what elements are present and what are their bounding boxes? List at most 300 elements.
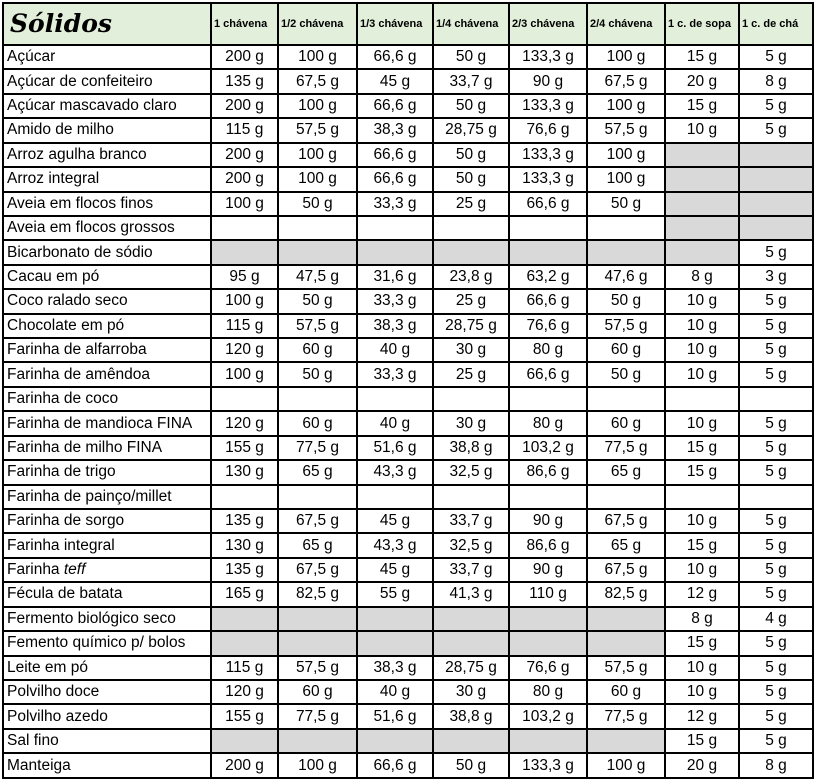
measure-cell: 33,3 g	[357, 362, 433, 386]
measure-cell: 50 g	[587, 192, 665, 216]
column-header: 2/4 chávena	[587, 3, 665, 45]
measure-cell: 67,5 g	[278, 69, 357, 93]
ingredient-name	[3, 289, 211, 313]
measure-cell: 90 g	[509, 558, 587, 582]
measure-cell	[739, 485, 813, 509]
measure-cell	[587, 485, 665, 509]
measure-cell: 50 g	[587, 289, 665, 313]
measure-cell: 50 g	[587, 362, 665, 386]
table-row	[3, 192, 813, 216]
measure-cell: 12 g	[665, 582, 739, 606]
not-applicable-cell	[739, 167, 813, 191]
not-applicable-cell	[357, 240, 433, 264]
measure-cell	[357, 216, 433, 240]
measure-cell: 130 g	[211, 460, 278, 484]
measure-cell: 65 g	[278, 533, 357, 557]
ingredient-name	[3, 240, 211, 264]
measure-cell: 25 g	[433, 192, 509, 216]
measure-cell: 67,5 g	[587, 69, 665, 93]
measure-cell: 66,6 g	[357, 753, 433, 778]
ingredient-label: Leite em pó	[7, 658, 88, 676]
table-row	[3, 753, 813, 778]
measure-cell: 33,7 g	[433, 69, 509, 93]
measure-cell: 8 g	[665, 607, 739, 631]
measure-cell: 76,6 g	[509, 118, 587, 142]
not-applicable-cell	[665, 192, 739, 216]
measure-cell: 31,6 g	[357, 265, 433, 289]
measure-cell	[211, 216, 278, 240]
measure-cell: 66,6 g	[509, 289, 587, 313]
measure-cell: 50 g	[433, 143, 509, 167]
ingredient-label: Farinha	[7, 561, 64, 579]
column-header: 2/3 chávena	[509, 3, 587, 45]
measure-cell: 25 g	[433, 362, 509, 386]
measure-cell: 33,3 g	[357, 289, 433, 313]
measure-cell: 60 g	[278, 411, 357, 435]
measure-cell: 135 g	[211, 69, 278, 93]
not-applicable-cell	[211, 729, 278, 753]
ingredient-label: Farinha de milho FINA	[7, 438, 163, 456]
ingredient-label: Amido de milho	[7, 121, 114, 139]
ingredient-name	[3, 582, 211, 606]
measure-cell: 57,5 g	[278, 656, 357, 680]
ingredient-name	[3, 118, 211, 142]
measure-cell: 100 g	[587, 45, 665, 69]
ingredient-name	[3, 704, 211, 728]
measure-cell: 5 g	[739, 94, 813, 118]
measure-cell: 40 g	[357, 338, 433, 362]
table-row	[3, 265, 813, 289]
measure-cell: 47,6 g	[587, 265, 665, 289]
ingredient-name	[3, 607, 211, 631]
measure-cell: 5 g	[739, 118, 813, 142]
measure-cell: 10 g	[665, 509, 739, 533]
measure-cell: 5 g	[739, 289, 813, 313]
ingredient-name	[3, 362, 211, 386]
ingredient-name	[3, 338, 211, 362]
ingredient-name	[3, 314, 211, 338]
measure-cell: 200 g	[211, 45, 278, 69]
measure-cell: 100 g	[211, 289, 278, 313]
measure-cell: 33,3 g	[357, 192, 433, 216]
measure-cell: 50 g	[278, 362, 357, 386]
ingredient-name	[3, 485, 211, 509]
measure-cell: 115 g	[211, 656, 278, 680]
column-header: 1 c. de chá	[739, 3, 813, 45]
measure-cell: 100 g	[278, 753, 357, 778]
measure-cell	[665, 387, 739, 411]
measure-cell: 100 g	[278, 45, 357, 69]
measure-cell	[278, 485, 357, 509]
not-applicable-cell	[278, 631, 357, 655]
measure-cell: 8 g	[665, 265, 739, 289]
measure-cell: 45 g	[357, 558, 433, 582]
measure-cell: 5 g	[739, 436, 813, 460]
measure-cell: 103,2 g	[509, 436, 587, 460]
measure-cell: 45 g	[357, 509, 433, 533]
measure-cell: 15 g	[665, 533, 739, 557]
conversion-table	[2, 2, 814, 779]
measure-cell: 100 g	[278, 167, 357, 191]
table-title: Sólidos	[3, 3, 211, 45]
ingredient-name	[3, 680, 211, 704]
not-applicable-cell	[665, 167, 739, 191]
measure-cell: 57,5 g	[587, 118, 665, 142]
table-row	[3, 631, 813, 655]
measure-cell: 10 g	[665, 118, 739, 142]
measure-cell: 28,75 g	[433, 656, 509, 680]
not-applicable-cell	[587, 729, 665, 753]
ingredient-label: Aveia em flocos grossos	[7, 219, 175, 237]
measure-cell: 15 g	[665, 631, 739, 655]
ingredient-label: Bicarbonato de sódio	[7, 243, 153, 261]
not-applicable-cell	[509, 607, 587, 631]
measure-cell: 80 g	[509, 338, 587, 362]
measure-cell	[587, 216, 665, 240]
measure-cell: 40 g	[357, 680, 433, 704]
ingredient-label: Farinha de alfarroba	[7, 341, 147, 359]
measure-cell: 5 g	[739, 338, 813, 362]
ingredient-name	[3, 216, 211, 240]
measure-cell: 63,2 g	[509, 265, 587, 289]
ingredient-label: Manteiga	[7, 756, 71, 774]
measure-cell: 5 g	[739, 631, 813, 655]
measure-cell: 40 g	[357, 411, 433, 435]
measure-cell	[509, 387, 587, 411]
not-applicable-cell	[278, 240, 357, 264]
measure-cell: 3 g	[739, 265, 813, 289]
ingredient-label: Aveia em flocos finos	[7, 194, 154, 212]
not-applicable-cell	[739, 143, 813, 167]
ingredient-label: Farinha de sorgo	[7, 512, 125, 530]
measure-cell: 43,3 g	[357, 533, 433, 557]
measure-cell: 66,6 g	[357, 143, 433, 167]
ingredient-label: Farinha de amêndoa	[7, 365, 151, 383]
measure-cell: 20 g	[665, 69, 739, 93]
ingredient-name	[3, 656, 211, 680]
table-row	[3, 509, 813, 533]
ingredient-label: Fermento biológico seco	[7, 609, 176, 627]
measure-cell: 110 g	[509, 582, 587, 606]
measure-cell: 25 g	[433, 289, 509, 313]
measure-cell: 103,2 g	[509, 704, 587, 728]
not-applicable-cell	[433, 240, 509, 264]
measure-cell: 200 g	[211, 753, 278, 778]
measure-cell: 55 g	[357, 582, 433, 606]
measure-cell: 30 g	[433, 680, 509, 704]
table-row	[3, 143, 813, 167]
table-row	[3, 558, 813, 582]
measure-cell: 47,5 g	[278, 265, 357, 289]
table-row	[3, 729, 813, 753]
not-applicable-cell	[665, 216, 739, 240]
measure-cell: 5 g	[739, 533, 813, 557]
measure-cell: 60 g	[587, 411, 665, 435]
measure-cell: 60 g	[587, 338, 665, 362]
column-header: 1/3 chávena	[357, 3, 433, 45]
measure-cell: 82,5 g	[278, 582, 357, 606]
not-applicable-cell	[357, 729, 433, 753]
measure-cell: 60 g	[587, 680, 665, 704]
measure-cell: 38,3 g	[357, 314, 433, 338]
measure-cell: 20 g	[665, 753, 739, 778]
table-row	[3, 460, 813, 484]
measure-cell: 38,3 g	[357, 118, 433, 142]
measure-cell: 28,75 g	[433, 118, 509, 142]
not-applicable-cell	[665, 240, 739, 264]
measure-cell: 77,5 g	[278, 704, 357, 728]
not-applicable-cell	[357, 607, 433, 631]
not-applicable-cell	[587, 240, 665, 264]
header-row	[3, 3, 813, 45]
measure-cell: 67,5 g	[587, 509, 665, 533]
measure-cell: 100 g	[278, 143, 357, 167]
ingredient-name	[3, 509, 211, 533]
measure-cell: 130 g	[211, 533, 278, 557]
measure-cell: 120 g	[211, 411, 278, 435]
measure-cell: 50 g	[433, 45, 509, 69]
measure-cell: 50 g	[278, 289, 357, 313]
measure-cell: 100 g	[211, 192, 278, 216]
measure-cell: 5 g	[739, 558, 813, 582]
measure-cell: 82,5 g	[587, 582, 665, 606]
measure-cell: 50 g	[433, 753, 509, 778]
measure-cell: 133,3 g	[509, 143, 587, 167]
ingredient-name	[3, 265, 211, 289]
table-row	[3, 338, 813, 362]
ingredient-label: Chocolate em pó	[7, 316, 125, 334]
column-header: 1 c. de sopa	[665, 3, 739, 45]
measure-cell: 90 g	[509, 509, 587, 533]
not-applicable-cell	[509, 631, 587, 655]
measure-cell: 33,7 g	[433, 558, 509, 582]
measure-cell	[433, 485, 509, 509]
measure-cell: 200 g	[211, 167, 278, 191]
not-applicable-cell	[433, 631, 509, 655]
not-applicable-cell	[357, 631, 433, 655]
measure-cell: 23,8 g	[433, 265, 509, 289]
measure-cell	[211, 485, 278, 509]
not-applicable-cell	[433, 607, 509, 631]
measure-cell: 100 g	[587, 94, 665, 118]
measure-cell: 43,3 g	[357, 460, 433, 484]
ingredient-name	[3, 94, 211, 118]
measure-cell: 57,5 g	[587, 656, 665, 680]
measure-cell: 50 g	[433, 94, 509, 118]
measure-cell: 155 g	[211, 436, 278, 460]
measure-cell: 80 g	[509, 680, 587, 704]
measure-cell: 10 g	[665, 656, 739, 680]
measure-cell: 5 g	[739, 704, 813, 728]
measure-cell	[433, 216, 509, 240]
measure-cell	[278, 387, 357, 411]
measure-cell: 8 g	[739, 753, 813, 778]
measure-cell: 86,6 g	[509, 533, 587, 557]
measure-cell: 51,6 g	[357, 436, 433, 460]
ingredient-label: Açúcar mascavado claro	[7, 97, 177, 115]
measure-cell	[211, 387, 278, 411]
measure-cell	[357, 387, 433, 411]
measure-cell: 8 g	[739, 69, 813, 93]
measure-cell: 38,8 g	[433, 436, 509, 460]
measure-cell: 28,75 g	[433, 314, 509, 338]
table-row	[3, 485, 813, 509]
measure-cell: 15 g	[665, 436, 739, 460]
not-applicable-cell	[211, 607, 278, 631]
measure-cell: 50 g	[278, 192, 357, 216]
measure-cell: 32,5 g	[433, 533, 509, 557]
measure-cell: 5 g	[739, 314, 813, 338]
measure-cell: 200 g	[211, 143, 278, 167]
measure-cell: 133,3 g	[509, 94, 587, 118]
ingredient-name	[3, 631, 211, 655]
measure-cell: 5 g	[739, 582, 813, 606]
measure-cell: 65 g	[587, 533, 665, 557]
measure-cell: 41,3 g	[433, 582, 509, 606]
measure-cell: 5 g	[739, 509, 813, 533]
ingredient-name	[3, 45, 211, 69]
measure-cell: 200 g	[211, 94, 278, 118]
table-row	[3, 533, 813, 557]
measure-cell: 80 g	[509, 411, 587, 435]
measure-cell: 120 g	[211, 338, 278, 362]
table-row	[3, 582, 813, 606]
measure-cell: 86,6 g	[509, 460, 587, 484]
ingredient-label: Fécula de batata	[7, 585, 123, 603]
table-row	[3, 45, 813, 69]
measure-cell: 33,7 g	[433, 509, 509, 533]
not-applicable-cell	[587, 607, 665, 631]
measure-cell: 30 g	[433, 338, 509, 362]
measure-cell: 65 g	[278, 460, 357, 484]
measure-cell: 155 g	[211, 704, 278, 728]
measure-cell: 66,6 g	[357, 94, 433, 118]
measure-cell	[278, 216, 357, 240]
not-applicable-cell	[278, 607, 357, 631]
not-applicable-cell	[509, 240, 587, 264]
measure-cell	[509, 216, 587, 240]
measure-cell: 133,3 g	[509, 45, 587, 69]
measure-cell: 67,5 g	[278, 509, 357, 533]
ingredient-label: Farinha de coco	[7, 390, 119, 408]
table-body	[3, 45, 813, 778]
ingredient-label: Farinha integral	[7, 536, 115, 554]
measure-cell	[433, 387, 509, 411]
measure-cell: 67,5 g	[587, 558, 665, 582]
measure-cell: 77,5 g	[587, 436, 665, 460]
measure-cell: 50 g	[433, 167, 509, 191]
table-row	[3, 240, 813, 264]
ingredient-label: Coco ralado seco	[7, 292, 128, 310]
table-row	[3, 216, 813, 240]
not-applicable-cell	[509, 729, 587, 753]
measure-cell: 57,5 g	[278, 118, 357, 142]
measure-cell: 95 g	[211, 265, 278, 289]
measure-cell: 15 g	[665, 729, 739, 753]
ingredient-name	[3, 167, 211, 191]
ingredient-label-italic: teff	[63, 561, 86, 579]
measure-cell: 15 g	[665, 45, 739, 69]
ingredient-label: Polvilho azedo	[7, 707, 108, 725]
ingredient-name	[3, 143, 211, 167]
table-row	[3, 314, 813, 338]
ingredient-name	[3, 533, 211, 557]
ingredient-name	[3, 387, 211, 411]
measure-cell: 45 g	[357, 69, 433, 93]
measure-cell: 10 g	[665, 289, 739, 313]
measure-cell: 135 g	[211, 509, 278, 533]
measure-cell	[357, 485, 433, 509]
measure-cell: 165 g	[211, 582, 278, 606]
column-header: 1 chávena	[211, 3, 278, 45]
measure-cell: 57,5 g	[587, 314, 665, 338]
measure-cell: 60 g	[278, 680, 357, 704]
measure-cell: 115 g	[211, 118, 278, 142]
measure-cell: 38,3 g	[357, 656, 433, 680]
ingredient-label: Farinha de trigo	[7, 463, 116, 481]
measure-cell: 5 g	[739, 45, 813, 69]
measure-cell: 66,6 g	[509, 362, 587, 386]
column-header: 1/2 chávena	[278, 3, 357, 45]
table-row	[3, 289, 813, 313]
table-row	[3, 362, 813, 386]
not-applicable-cell	[739, 216, 813, 240]
measure-cell: 66,6 g	[509, 192, 587, 216]
ingredient-name	[3, 753, 211, 778]
ingredient-name	[3, 460, 211, 484]
ingredient-label: Arroz agulha branco	[7, 145, 147, 163]
measure-cell: 115 g	[211, 314, 278, 338]
measure-cell: 5 g	[739, 411, 813, 435]
measure-cell: 5 g	[739, 460, 813, 484]
measure-cell	[739, 387, 813, 411]
measure-cell: 90 g	[509, 69, 587, 93]
not-applicable-cell	[665, 143, 739, 167]
column-header: 1/4 chávena	[433, 3, 509, 45]
measure-cell: 100 g	[587, 143, 665, 167]
measure-cell: 133,3 g	[509, 753, 587, 778]
measure-cell: 65 g	[587, 460, 665, 484]
table-row	[3, 167, 813, 191]
table-row	[3, 436, 813, 460]
not-applicable-cell	[211, 240, 278, 264]
table-row	[3, 607, 813, 631]
measure-cell: 66,6 g	[357, 45, 433, 69]
ingredient-label: Sal fino	[7, 732, 59, 750]
measure-cell: 10 g	[665, 411, 739, 435]
ingredient-name	[3, 436, 211, 460]
not-applicable-cell	[739, 192, 813, 216]
measure-cell: 5 g	[739, 729, 813, 753]
measure-cell: 120 g	[211, 680, 278, 704]
measure-cell: 5 g	[739, 656, 813, 680]
ingredient-label: Femento químico p/ bolos	[7, 634, 186, 652]
table-row	[3, 656, 813, 680]
measure-cell	[665, 485, 739, 509]
measure-cell: 60 g	[278, 338, 357, 362]
measure-cell: 10 g	[665, 338, 739, 362]
measure-cell: 15 g	[665, 460, 739, 484]
ingredient-label: Açúcar	[7, 48, 56, 66]
table-row	[3, 94, 813, 118]
measure-cell: 10 g	[665, 314, 739, 338]
measure-cell: 51,6 g	[357, 704, 433, 728]
measure-cell	[509, 485, 587, 509]
ingredient-name	[3, 411, 211, 435]
measure-cell: 5 g	[739, 680, 813, 704]
measure-cell: 76,6 g	[509, 656, 587, 680]
measure-cell: 77,5 g	[587, 704, 665, 728]
